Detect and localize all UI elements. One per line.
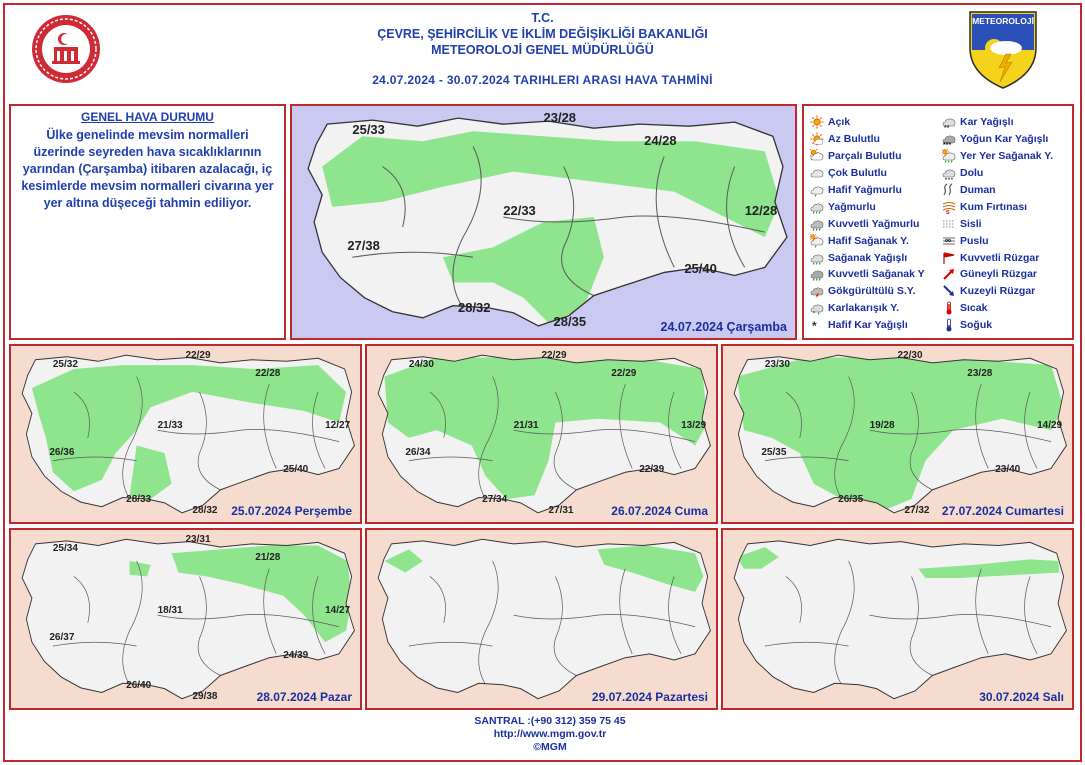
haze-icon: [942, 234, 956, 248]
legend-label: Parçalı Bulutlu: [828, 150, 902, 163]
thunderstorm-icon: [810, 284, 824, 298]
temperature-label: 29/38: [192, 690, 218, 702]
temperature-label: 22/29: [611, 367, 637, 379]
svg-text:*: *: [813, 311, 815, 316]
temperature-label: 24/39: [283, 649, 309, 661]
temperature-label: 13/29: [681, 420, 707, 432]
legend-item: [942, 182, 1053, 199]
sun-small-cloud-icon: [810, 132, 824, 146]
legend-item: [942, 131, 1053, 148]
snow-icon: [942, 115, 956, 129]
footer-phone: SANTRAL :(+90 312) 359 75 45: [474, 715, 626, 727]
legend-item: [942, 317, 1053, 334]
temperature-label: 26/35: [838, 494, 864, 506]
legend-item: [942, 198, 1053, 215]
temperature-label: 25/32: [52, 358, 78, 370]
temperature-label: 22/28: [255, 367, 281, 379]
temperature-label: 21/33: [157, 420, 183, 432]
legend-item: [942, 249, 1053, 266]
legend-label: Kum Fırtınası: [960, 200, 1028, 213]
temperature-label: 27/32: [904, 504, 930, 516]
legend-column-2: [942, 114, 1053, 334]
temperature-label: 23/40: [995, 464, 1021, 476]
map-date-label: 30.07.2024 Salı: [979, 690, 1064, 704]
temperature-label: 25/40: [283, 464, 309, 476]
smoke-icon: [942, 183, 956, 197]
rain-icon: [810, 200, 824, 214]
temperature-label: 22/39: [639, 464, 665, 476]
legend-label: Güneyli Rüzgar: [960, 268, 1038, 281]
turkey-map: [11, 530, 360, 708]
temperature-label: 23/28: [967, 367, 993, 379]
legend-item: [810, 182, 925, 199]
svg-text:***: ***: [943, 142, 952, 147]
legend-item: [942, 215, 1053, 232]
temperature-label: 22/33: [503, 202, 536, 218]
temperature-label: 22/29: [541, 350, 567, 361]
header-line-directorate: METEOROLOJİ GENEL MÜDÜRLÜĞÜ: [431, 43, 654, 57]
legend-item: [810, 215, 925, 232]
legend-item: [810, 198, 925, 215]
footer-copyright: ©MGM: [533, 741, 567, 753]
legend-item: [942, 300, 1053, 317]
temperature-label: 26/36: [49, 446, 75, 458]
legend-item: [810, 165, 925, 182]
legend-item: [810, 148, 925, 165]
north-wind-icon: [942, 284, 956, 298]
svg-text:METEOROLOJİ: METEOROLOJİ: [972, 16, 1034, 26]
legend-label: Hafif Sağanak Y.: [828, 234, 909, 247]
forecast-map-day-1: [290, 104, 797, 340]
legend-label: Açık: [828, 116, 851, 129]
general-weather-title: GENEL HAVA DURUMU: [81, 110, 214, 124]
svg-text:**: **: [944, 125, 950, 130]
cloud-icon: [810, 166, 824, 180]
legend-label: Az Bulutlu: [828, 133, 880, 146]
legend-item: [942, 232, 1053, 249]
legend-label: Sisli: [960, 217, 982, 230]
strong-wind-icon: [942, 251, 956, 265]
forecast-map-day-4: [721, 344, 1074, 524]
temperature-label: 12/27: [325, 420, 351, 432]
footer-url[interactable]: http://www.mgm.gov.tr: [493, 728, 607, 740]
turkey-map: [292, 106, 795, 338]
temperature-label: 21/28: [255, 551, 281, 563]
header-date-range: 24.07.2024 - 30.07.2024 TARIHLERI ARASI HAVA TAHMİNİ: [372, 73, 713, 87]
light-shower-icon: [810, 234, 824, 248]
temperature-label: 27/31: [548, 504, 574, 516]
temperature-label: 12/28: [744, 202, 778, 218]
temperature-label: 28/32: [457, 300, 491, 316]
temperature-label: 28/33: [126, 494, 152, 506]
map-date-label: 28.07.2024 Pazar: [256, 690, 352, 704]
temperature-label: 14/29: [1037, 420, 1063, 432]
temperature-label: 27/38: [347, 237, 380, 253]
header-line-tc: T.C.: [531, 11, 554, 25]
turkey-map: [11, 346, 360, 522]
temperature-label: 23/31: [185, 534, 211, 545]
temperature-label: 26/34: [405, 446, 431, 458]
forecast-map-day-6: [365, 528, 718, 710]
legend-label: Yer Yer Sağanak Y.: [960, 150, 1054, 163]
temperature-label: 21/31: [513, 420, 539, 432]
turkey-map: [367, 530, 716, 708]
legend-label: Hafif Yağmurlu: [828, 184, 902, 196]
turkey-map: [367, 346, 716, 522]
temperature-label: 22/29: [185, 350, 211, 361]
legend-label: Kuvvetli Sağanak Y: [828, 268, 925, 281]
legend-label: Yoğun Kar Yağışlı: [960, 133, 1049, 146]
turkey-map: [723, 530, 1072, 708]
temperature-label: 14/27: [325, 605, 351, 617]
light-snow-icon: [810, 318, 824, 332]
legend-label: Kuzeyli Rüzgar: [960, 285, 1036, 298]
svg-text:S: S: [946, 209, 950, 214]
forecast-map-day-2: [9, 344, 362, 524]
legend-item: [810, 232, 925, 249]
legend-label: Çok Bulutlu: [828, 167, 887, 180]
temperature-label: 25/33: [352, 121, 385, 137]
temperature-label: 23/30: [764, 358, 790, 370]
hail-icon: [942, 166, 956, 180]
forecast-map-day-7: [721, 528, 1074, 710]
legend-label: Gökgürültülü S.Y.: [828, 285, 916, 298]
temperature-label: 24/30: [408, 358, 434, 370]
page-header: [300, 10, 785, 88]
temperature-label: 22/30: [897, 350, 923, 361]
legend-item: [942, 148, 1053, 165]
south-wind-icon: [942, 267, 956, 281]
temperature-label: 27/34: [482, 494, 508, 506]
hot-icon: [942, 301, 956, 315]
map-date-label: 27.07.2024 Cumartesi: [941, 504, 1064, 518]
temperature-label: 25/40: [684, 260, 717, 276]
fog-icon: [942, 217, 956, 231]
header-line-ministry: ÇEVRE, ŞEHİRCİLİK VE İKLİM DEĞİŞİKLİĞİ BAKANLIĞI: [377, 27, 708, 41]
map-date-label: 29.07.2024 Pazartesi: [591, 690, 708, 704]
legend-column-1: [810, 114, 925, 334]
legend-label: Kuvvetli Rüzgar: [960, 251, 1040, 264]
ministry-seal-logo: [30, 13, 102, 85]
legend-label: Yağmurlu: [828, 200, 876, 213]
map-date-label: 25.07.2024 Perşembe: [231, 504, 352, 518]
temperature-label: 28/32: [192, 504, 218, 516]
legend-item: [942, 114, 1053, 131]
legend-item: [810, 283, 925, 300]
map-date-label: 26.07.2024 Cuma: [611, 504, 708, 518]
temperature-label: 26/40: [126, 679, 152, 691]
sandstorm-icon: [942, 200, 956, 214]
legend-item: [942, 283, 1053, 300]
temperature-label: 19/28: [869, 420, 895, 432]
legend-label: Kar Yağışlı: [960, 116, 1014, 129]
legend-label: Sağanak Yağışlı: [828, 251, 908, 264]
legend-label: Sıcak: [960, 302, 988, 315]
legend-item: [810, 131, 925, 148]
heavy-shower-icon: [810, 267, 824, 281]
page-footer: [400, 715, 700, 754]
legend-label: Kuvvetli Yağmurlu: [828, 217, 920, 230]
legend-item: [810, 114, 925, 131]
local-shower-icon: [942, 149, 956, 163]
legend-label: Dolu: [960, 167, 984, 180]
sun-icon: [810, 115, 824, 129]
legend-item: [810, 249, 925, 266]
heavy-rain-icon: [810, 217, 824, 231]
legend-label: Soğuk: [960, 319, 993, 332]
meteoroloji-logo: [966, 8, 1040, 90]
temperature-label: 28/35: [553, 314, 587, 330]
map-date-label: 24.07.2024 Çarşamba: [660, 320, 787, 334]
turkey-map: [723, 346, 1072, 522]
general-weather-text: Ülke genelinde mevsim normalleri üzerinde seyreden hava sıcaklıklarının yarından (Çarşamba) itibaren azalacağı, iç kesimlerde mevsim normalleri civarına yer yer altına düşeceği tahmin ediliyor.: [21, 128, 274, 210]
legend-item: [942, 266, 1053, 283]
general-weather-panel: [9, 104, 286, 340]
temperature-label: 25/35: [761, 446, 787, 458]
shower-icon: [810, 251, 824, 265]
temperature-label: 23/28: [543, 110, 577, 125]
temperature-label: 18/31: [157, 605, 183, 617]
temperature-label: 26/37: [49, 631, 75, 643]
svg-text:*: *: [812, 319, 817, 333]
sleet-icon: [810, 301, 824, 315]
light-rain-icon: [810, 183, 824, 197]
legend-item: [810, 300, 925, 317]
legend-item: [810, 317, 925, 334]
heavy-snow-icon: [942, 132, 956, 146]
temperature-label: 25/34: [52, 542, 78, 554]
cold-icon: [942, 318, 956, 332]
svg-text:oo: oo: [945, 237, 952, 244]
legend-item: [942, 165, 1053, 182]
sun-cloud-icon: [810, 149, 824, 163]
temperature-label: 24/28: [644, 133, 677, 149]
legend-item: [810, 266, 925, 283]
legend-panel: [802, 104, 1074, 340]
legend-label: Hafif Kar Yağışlı: [828, 319, 908, 332]
forecast-map-day-5: [9, 528, 362, 710]
legend-label: Duman: [960, 184, 996, 196]
forecast-map-day-3: [365, 344, 718, 524]
legend-label: Karlakarışık Y.: [828, 302, 900, 315]
legend-label: Puslu: [960, 234, 989, 247]
